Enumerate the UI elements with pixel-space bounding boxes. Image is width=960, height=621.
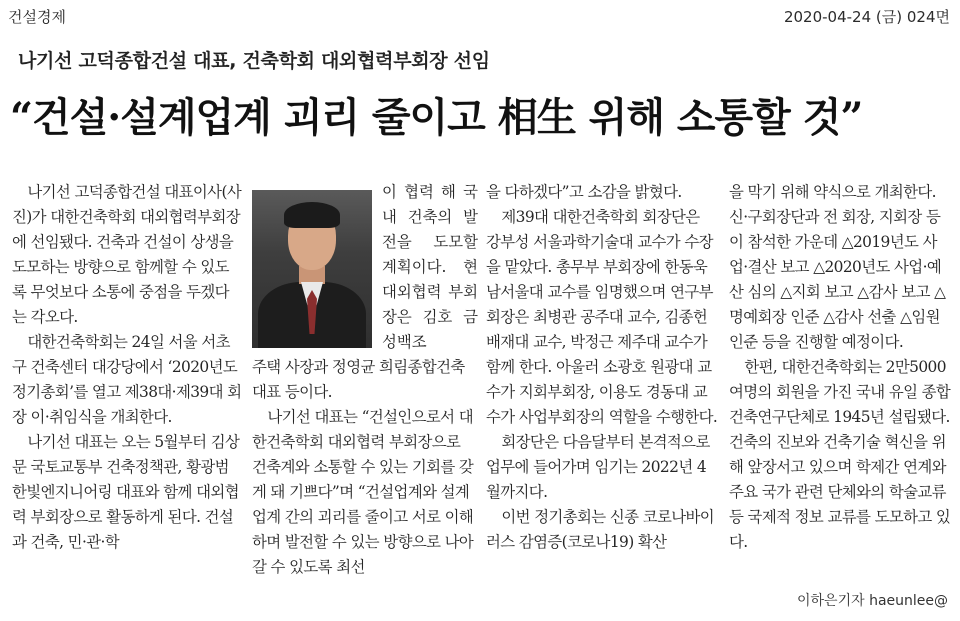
paragraph: 나기선 고덕종합건설 대표이사(사진)가 대한건축학회 대외협력부회장에 선임됐다. 건축과 건설이 상생을 도모하는 방향으로 함께할 수 있도록 무엇보다 소통에 중점을 두겠다는 각오다. [12, 183, 242, 326]
article-column-4 [729, 180, 951, 555]
paragraph: 주택 사장과 정영균 희림종합건축 대표 등이다. [252, 358, 465, 401]
paragraph: 나기선 대표는 “건설인으로서 대한건축학회 대외협력 부회장으로 건축계와 소통할 수 있는 기회를 갖게 돼 기쁘다”며 “건설업계와 설계업계 간의 괴리를 줄이고 서로 이해하며 발전할 수 있는 방향으로 나아갈 수 있도록 최선 [252, 408, 474, 576]
paragraph: 제39대 대한건축학회 회장단은 강부성 서울과학기술대 교수가 수장을 맡았다. 총무부 부회장에 한동욱 남서울대 교수를 임명했으며 연구부회장은 최병관 공주대 교수, 김종헌 배재대 교수, 박정근 제주대 교수가 함께 한다. 아울러 소광호 원광대 교수가 지회부회장, 이용도 경동대 교수가 사업부회장의 역할을 수행한다. [486, 208, 718, 426]
article-column-1 [12, 180, 242, 555]
paragraph: 을 다하겠다”고 소감을 밝혔다. [486, 183, 682, 201]
photo-side-text [382, 180, 478, 355]
dateline: 2020-04-24 (금) 024면 [783, 8, 950, 26]
section-label: 건설경제 [8, 8, 66, 26]
byline: 이하은기자 haeunlee@ [797, 593, 948, 609]
article-subtitle: 나기선 고덕종합건설 대표, 건축학회 대외협력부회장 선임 [18, 50, 490, 72]
paragraph: 회장단은 다음달부터 본격적으로 업무에 들어가며 임기는 2022년 4월까지다. [486, 433, 710, 501]
paragraph: 대한건축학회는 24일 서울 서초구 건축센터 대강당에서 ‘2020년도 정기총회’를 열고 제38대·제39대 회장 이·취임식을 개최한다. [12, 333, 242, 426]
article-column-2 [252, 180, 478, 580]
paragraph: 을 막기 위해 약식으로 개최한다. 신·구회장단과 전 회장, 지회장 등이 참석한 가운데 △2019년도 사업·결산 보고 △2020년도 사업·예산 심의 △지회 보고 △감사 보고 △명예회장 인준 △감사 선출 △임원 인준 등을 진행할 예정이다. [729, 183, 946, 351]
paragraph: 이번 정기총회는 신종 코로나바이러스 감염증(코로나19) 확산 [486, 508, 715, 551]
paragraph: 나기선 대표는 오는 5월부터 김상문 국토교통부 건축정책관, 황광범 한빛엔지니어링 대표와 함께 대외협력 부회장으로 활동하게 된다. 건설과 건축, 민·관·학 [12, 433, 240, 551]
article-column-3 [486, 180, 718, 555]
portrait-photo [252, 190, 372, 348]
article-headline: “건설·설계업계 괴리 줄이고 相生 위해 소통할 것” [10, 94, 863, 141]
paragraph: 이 협력 해 국내 건축의 발전을 도모할 계획이다. 현 대외협력 부회장은 김호 금성백조 [382, 183, 478, 351]
paragraph: 한편, 대한건축학회는 2만5000여명의 회원을 가진 국내 유일 종합건축연구단체로 1945년 설립됐다. 건축의 진보와 건축기술 혁신을 위해 앞장서고 있으며 학제간 연계와 주요 국가 관련 단체와의 학술교류 등 국제적 정보 교류를 도모하고 있다. [729, 358, 951, 551]
